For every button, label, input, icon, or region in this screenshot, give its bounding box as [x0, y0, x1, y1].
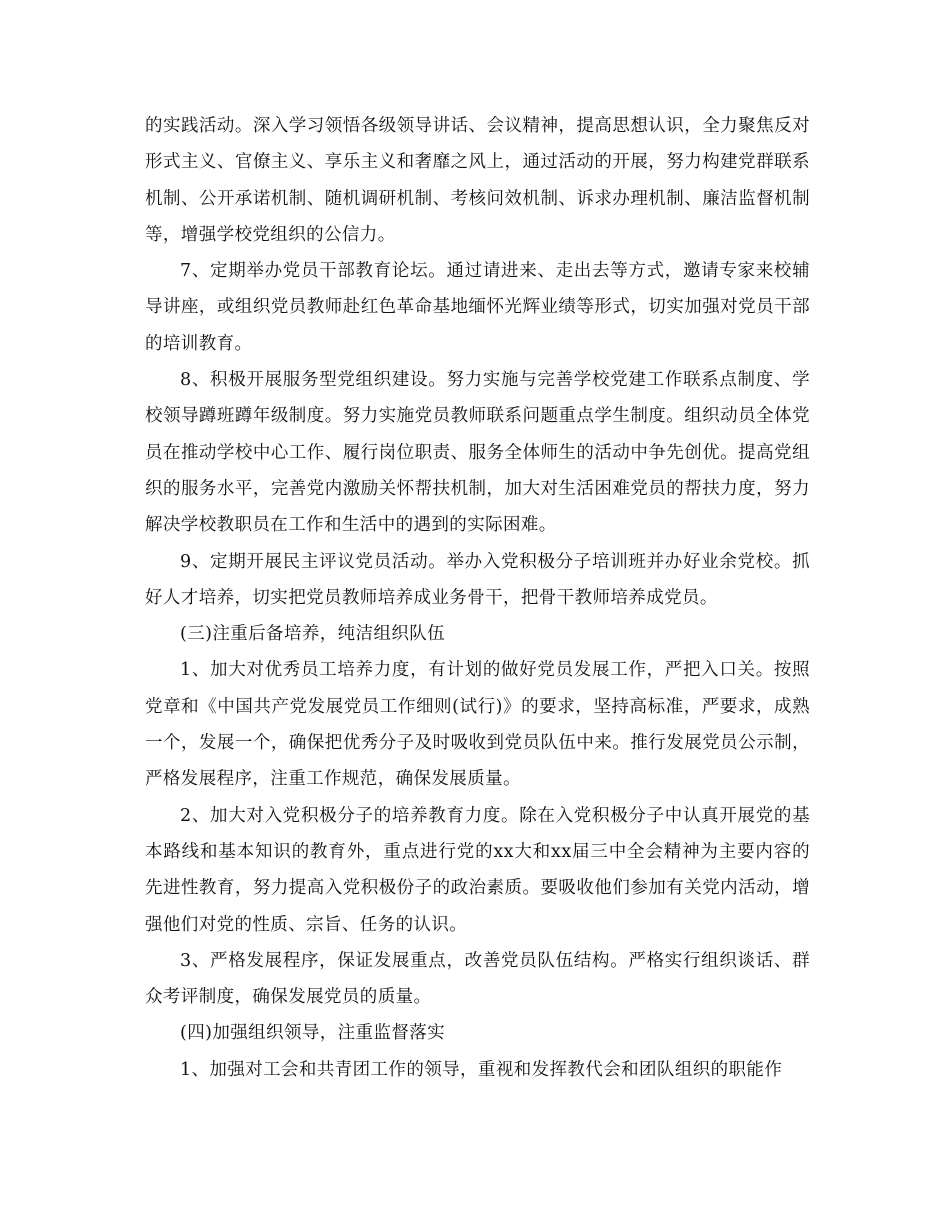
section-heading-4: (四)加强组织领导，注重监督落实	[180, 1023, 446, 1044]
paragraph-section-4-item-1: 1、加强对工会和共青团工作的领导，重视和发挥教代会和团队组织的职能作	[180, 1059, 783, 1080]
section-heading-3: (三)注重后备培养，纯洁组织队伍	[180, 624, 446, 645]
paragraph-item-7: 7、定期举办党员干部教育论坛。通过请进来、走出去等方式，邀请专家来校辅导讲座，或组织党员教师赴红色革命基地缅怀光辉业绩等形式，切实加强对党员干部的培训教育。	[145, 261, 810, 354]
paragraph-section-3-item-3: 3、严格发展程序，保证发展重点，改善党员队伍结构。严格实行组织谈话、群众考评制度，确保发展党员的质量。	[145, 950, 810, 1008]
document-page	[145, 108, 810, 1088]
paragraph-item-8: 8、积极开展服务型党组织建设。努力实施与完善学校党建工作联系点制度、学校领导蹲班蹲年级制度。努力实施党员教师联系问题重点学生制度。组织动员全体党员在推动学校中心工作、履行岗位职责、服务全体师生的活动中争先创优。提高党组织的服务水平，完善党内激励关怀帮扶机制，加大对生活困难党员的帮扶力度，努力解决学校教职员在工作和生活中的遇到的实际困难。	[145, 370, 810, 536]
paragraph-section-3-item-1: 1、加大对优秀员工培养力度，有计划的做好党员发展工作，严把入口关。按照党章和《中国共产党发展党员工作细则(试行)》的要求，坚持高标准，严要求，成熟一个，发展一个，确保把优秀分子及时吸收到党员队伍中来。推行发展党员公示制，严格发展程序，注重工作规范，确保发展质量。	[145, 660, 810, 790]
paragraph-item-9: 9、定期开展民主评议党员活动。举办入党积极分子培训班并办好业余党校。抓好人才培养，切实把党员教师培养成业务骨干，把骨干教师培养成党员。	[145, 551, 810, 608]
paragraph-section-3-item-2: 2、加大对入党积极分子的培养教育力度。除在入党积极分子中认真开展党的基本路线和基本知识的教育外，重点进行党的xx大和xx届三中全会精神为主要内容的先进性教育，努力提高入党积极份子的政治素质。要吸收他们参加有关党内活动，增强他们对党的性质、宗旨、任务的认识。	[145, 805, 810, 935]
paragraph-continuation: 的实践活动。深入学习领悟各级领导讲话、会议精神，提高思想认识，全力聚焦反对形式主义、官僚主义、享乐主义和奢靡之风上，通过活动的开展，努力构建党群联系机制、公开承诺机制、随机调研机制、考核问效机制、诉求办理机制、廉洁监督机制等，增强学校党组织的公信力。	[145, 116, 810, 245]
